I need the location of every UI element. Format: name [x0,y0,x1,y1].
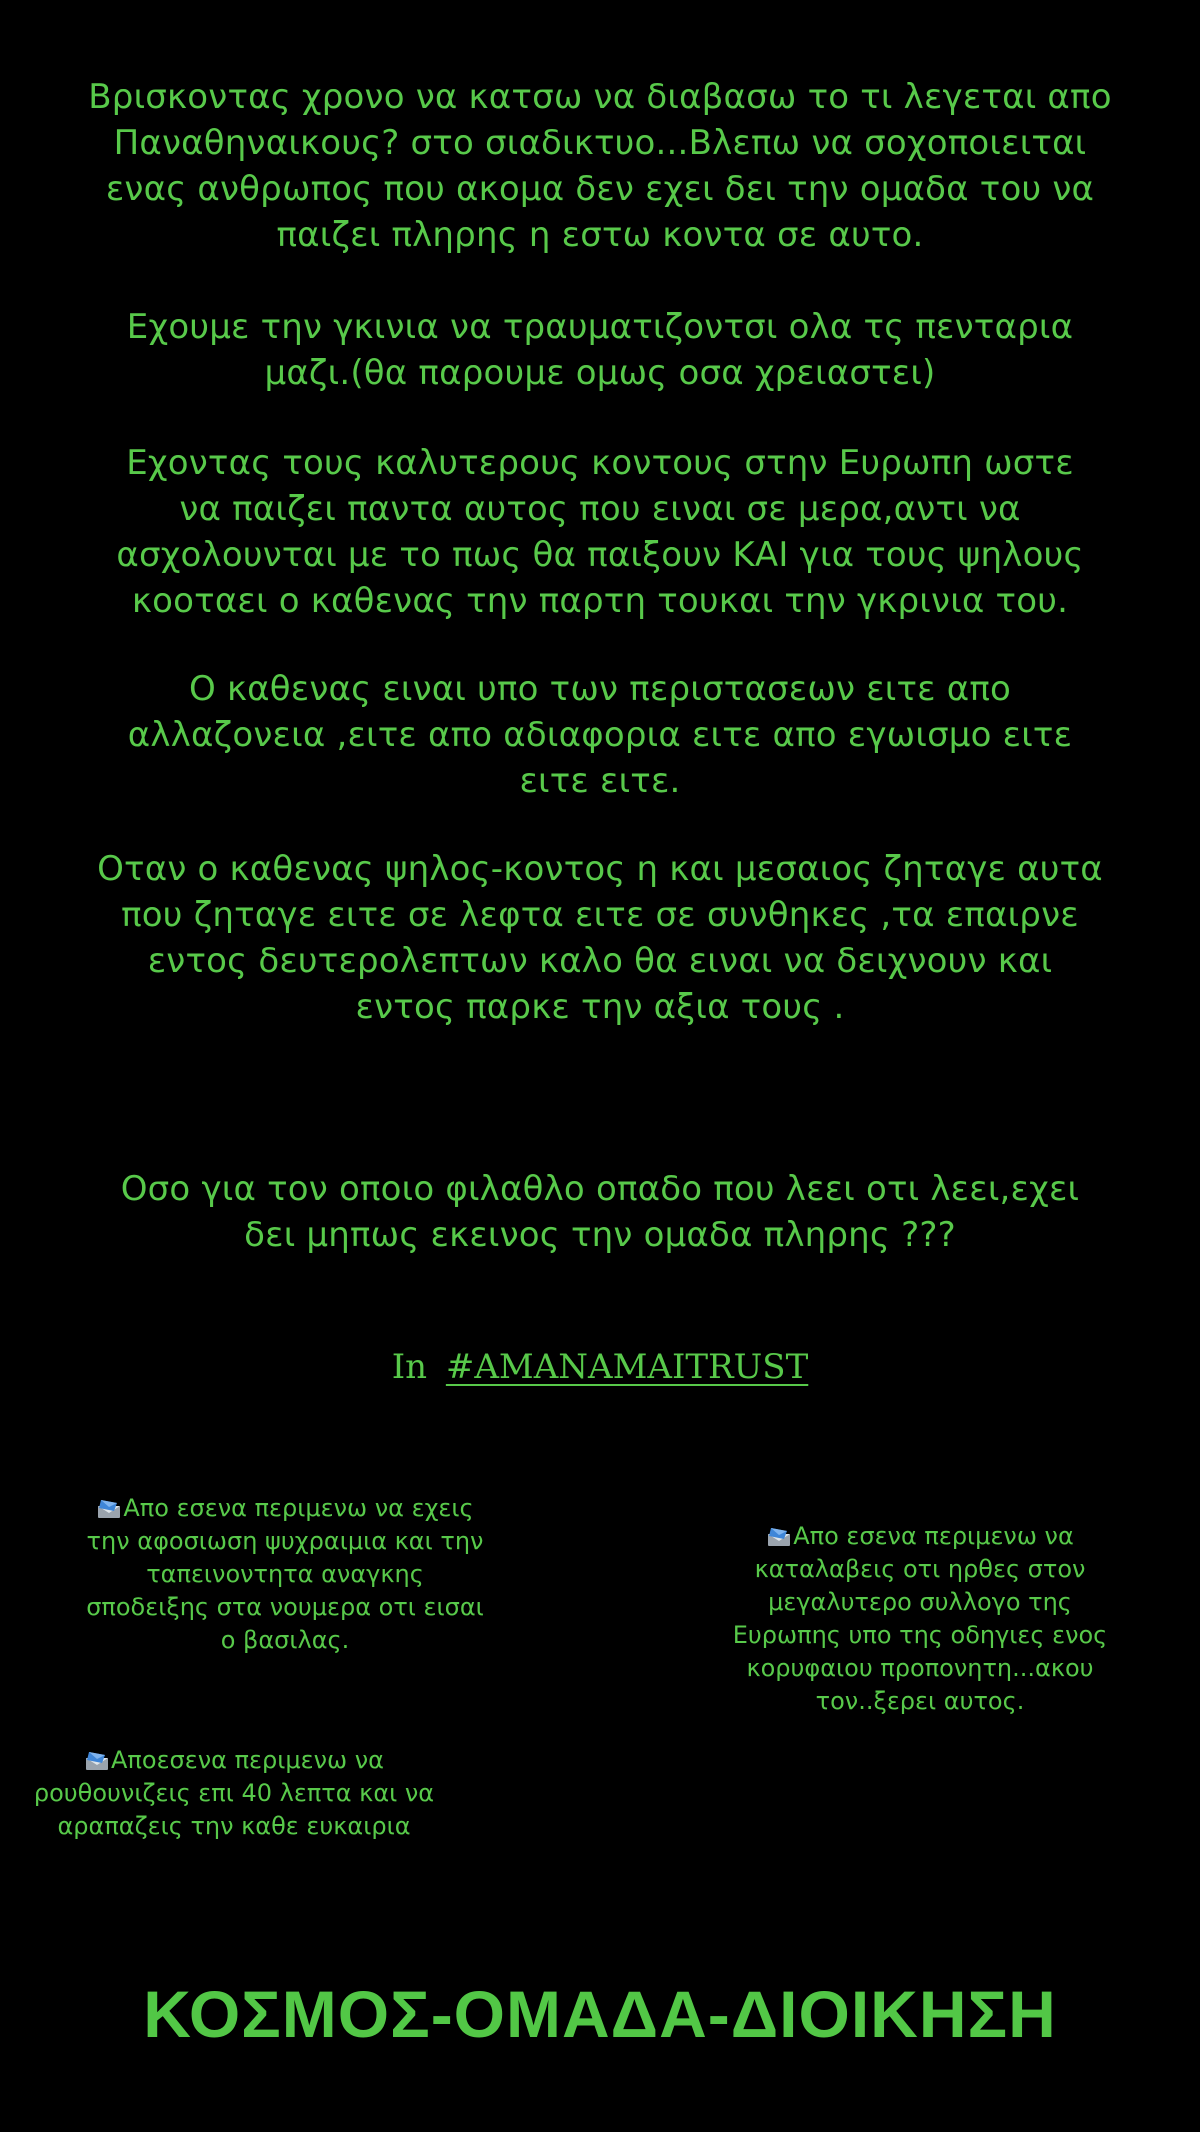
note-left-bottom [14,1744,454,1843]
paragraph-line: αλλαζονεια ,ειτε απο αδιαφορια ειτε απο εγωισμο ειτε [127,715,1073,755]
paragraph-line: δει μηπως εκεινος την ομαδα πληρης ??? [244,1215,956,1255]
note-line: αραπαζεις την καθε ευκαιρια [57,1812,411,1840]
note-line: μεγαλυτερο συλλογο της [768,1588,1072,1616]
paragraph-line: Εχουμε την γκινια να τραυματιζοντσι ολα τς πενταρια [126,307,1074,347]
paragraph-line: μαζι.(θα παρουμε ομως οσα χρειαστει) [264,353,936,393]
paragraph-line: Παναθηναικους? στο σιαδικτυο...Βλεπω να σοχοποιειται [113,123,1087,163]
paragraph-fans [40,1166,1160,1258]
paragraph-line: Ο καθενας ειναι υπο των περιστασεων ειτε απο [188,669,1012,709]
envelope-icon [84,1747,110,1767]
paragraph-line: να παιζει παντα αυτος που ειναι σε μερα,αντι να [179,489,1021,529]
paragraph-line: Εχοντας τους καλυτερους κοντους στην Ευρωπη ωστε [126,443,1074,483]
paragraph-line: Βρισκοντας χρονο να κατσω να διαβασω το τι λεγεται απο [88,77,1112,117]
note-line: Απο εσενα περιμενω να [793,1522,1074,1550]
paragraph-line: που ζηταγε ειτε σε λεφτα ειτε σε συνθηκες ,τα επαιρνε [121,895,1079,935]
footer-title: ΚΟΣΜΟΣ-ΟΜΑΔΑ-ΔΙΟΙΚΗΣΗ [143,1977,1057,2051]
note-line: Αποεσενα περιμενω να [111,1746,384,1774]
note-line: την αφοσιωση ψυχραιμια και την [86,1527,484,1555]
note-line: ο βασιλας. [220,1626,350,1654]
note-line: ρουθουνιζεις επι 40 λεπτα και να [33,1779,435,1807]
paragraph-line: Οσο για τον οποιο φιλαθλο οπαδο που λεει οτι λεει,εχει [120,1169,1080,1209]
paragraph-line: παιζει πληρης η εστω κοντα σε αυτο. [276,215,924,255]
paragraph-line: κοοταει ο καθενας την παρτη τουκαι την γκρινια του. [131,581,1069,621]
note-line: τον..ξερει αυτος. [815,1687,1025,1715]
note-line: ταπεινοντητα αναγκης [146,1560,424,1588]
hashtag-line [0,1344,1200,1390]
paragraph-guards [40,440,1160,624]
envelope-icon [766,1523,792,1543]
note-right [690,1520,1150,1718]
paragraph-line: ενας ανθρωπος που ακομα δεν εχει δει την ομαδα του να [105,169,1095,209]
hashtag-link[interactable]: #AMANAMAITRUST [445,1347,809,1387]
paragraph-intro [40,74,1160,258]
hashtag-prefix: In [391,1347,428,1387]
paragraph-line: ασχολουνται με το πως θα παιξουν ΚΑΙ για τους ψηλους [116,535,1084,575]
note-line: Ευρωπης υπο της οδηγιες ενος [732,1621,1108,1649]
note-line: σποδειξης στα νουμερα οτι εισαι [86,1593,484,1621]
paragraph-circumstances [40,666,1160,804]
envelope-icon [96,1495,122,1515]
paragraph-line: ειτε ειτε. [519,761,681,801]
paragraph-line: Οταν ο καθενας ψηλος-κοντος η και μεσαιος ζηταγε αυτα [97,849,1103,889]
note-line: κορυφαιου προπονητη...ακου [746,1654,1094,1682]
paragraph-line: εντος δευτερολεπτων καλο θα ειναι να δειχνουν και [147,941,1053,981]
note-left-top [50,1492,520,1657]
paragraph-demands [40,846,1160,1030]
paragraph-line: εντος παρκε την αξια τους . [355,987,845,1027]
note-line: Απο εσενα περιμενω να εχεις [123,1494,474,1522]
paragraph-injuries [40,304,1160,396]
note-line: καταλαβεις οτι ηρθες στον [754,1555,1086,1583]
